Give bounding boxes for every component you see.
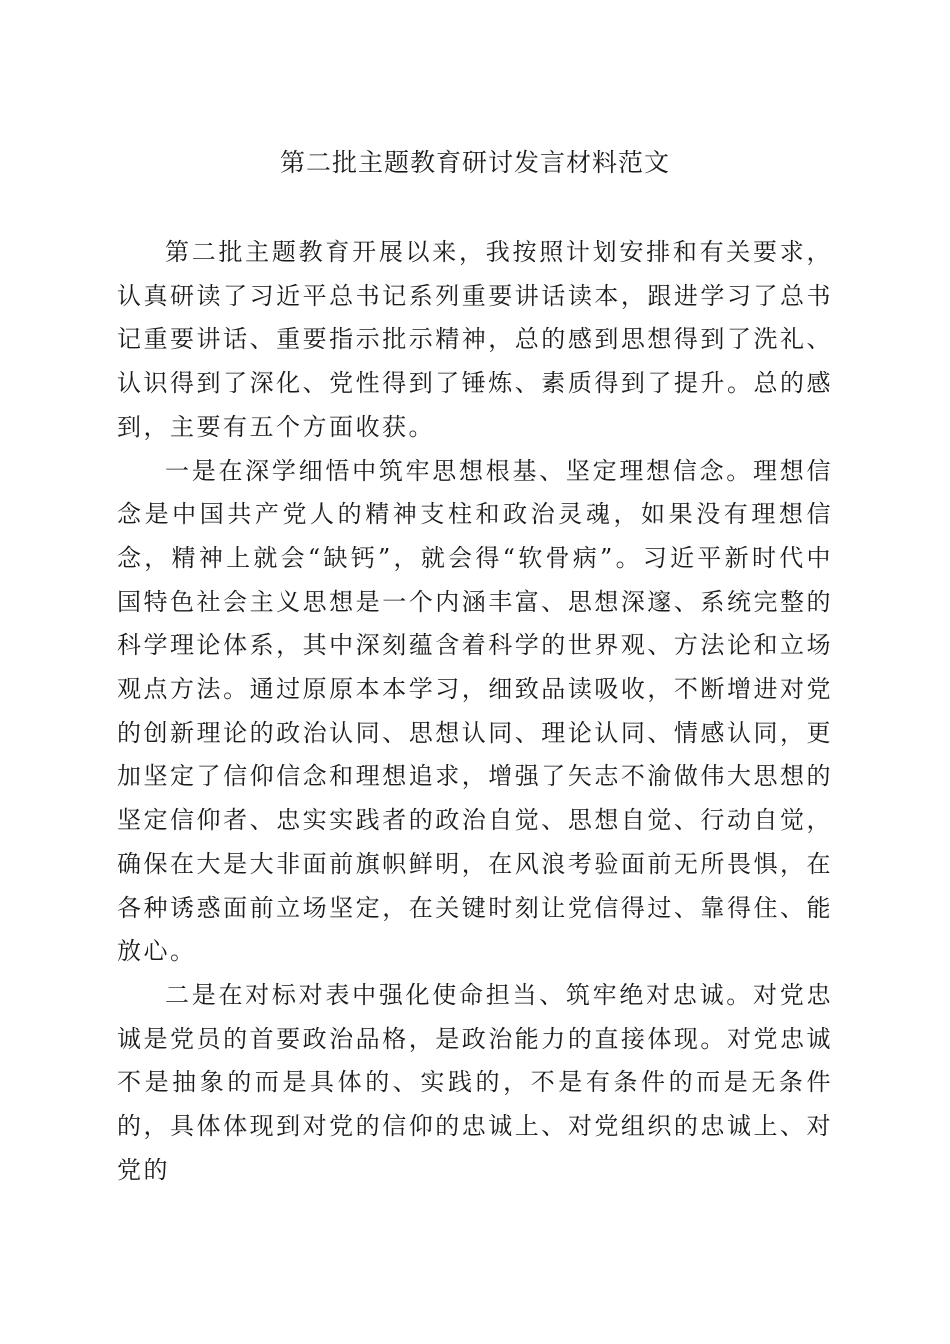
document-body <box>117 231 833 1192</box>
paragraph-point-one: 一是在深学细悟中筑牢思想根基、坚定理想信念。理想信念是中国共产党人的精神支柱和政治灵魂，如果没有理想信念，精神上就会“缺钙”，就会得“软骨病”。习近平新时代中国特色社会主义思想是一个内涵丰富、思想深邃、系统完整的科学理论体系，其中深刻蕴含着科学的世界观、方法论和立场观点方法。通过原原本本学习，细致品读吸收，不断增进对党的创新理论的政治认同、思想认同、理论认同、情感认同，更加坚定了信仰信念和理想追求，增强了矢志不渝做伟大思想的坚定信仰者、忠实实践者的政治自觉、思想自觉、行动自觉，确保在大是大非面前旗帜鲜明，在风浪考验面前无所畏惧，在各种诱惑面前立场坚定，在关键时刻让党信得过、靠得住、能放心。 <box>117 456 833 966</box>
paragraph-intro: 第二批主题教育开展以来，我按照计划安排和有关要求，认真研读了习近平总书记系列重要讲话读本，跟进学习了总书记重要讲话、重要指示批示精神，总的感到思想得到了洗礼、认识得到了深化、党性得到了锤炼、素质得到了提升。总的感到，主要有五个方面收获。 <box>117 238 833 441</box>
paragraph-point-two: 二是在对标对表中强化使命担当、筑牢绝对忠诚。对党忠诚是党员的首要政治品格，是政治能力的直接体现。对党忠诚不是抽象的而是具体的、实践的，不是有条件的而是无条件的，具体体现到对党的信仰的忠诚上、对党组织的忠诚上、对党的 <box>117 980 833 1184</box>
page-title: 第二批主题教育研讨发言材料范文 <box>279 148 670 177</box>
